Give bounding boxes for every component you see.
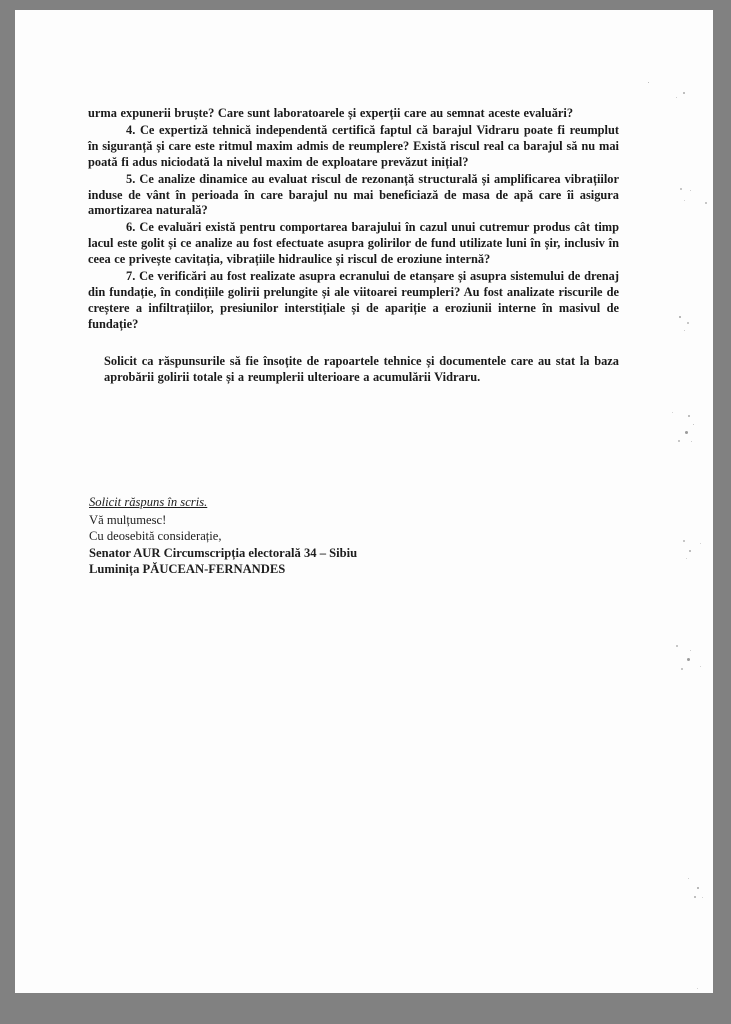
document-page bbox=[15, 10, 713, 993]
paragraph-request-documents: Solicit ca răspunsurile să fie însoțite de rapoartele tehnice și documentele care au stat la baza aprobării golirii totale și a reumplerii ulterioare a acumulării Vidraru. bbox=[104, 353, 619, 384]
question-7-number: 7. bbox=[126, 269, 136, 284]
question-4-number: 4. bbox=[126, 122, 136, 137]
senator-title-line: Senator AUR Circumscripția electorală 34 – Sibiu bbox=[89, 545, 358, 560]
salutation-line: Cu deosebită considerație, bbox=[89, 529, 222, 543]
question-7 bbox=[88, 269, 619, 333]
question-4 bbox=[88, 123, 619, 171]
question-5 bbox=[88, 172, 619, 220]
question-5-text: Ce analize dinamice au evaluat riscul de rezonanță structurală și amplificarea vibrațiilor induse de vânt în perioada în care barajul nu mai beneficiază de masa de apă care îi asigura amortizarea naturală? bbox=[88, 171, 619, 218]
question-6-number: 6. bbox=[126, 220, 136, 235]
written-response-note: Solicit răspuns în scris. bbox=[89, 495, 208, 509]
question-6 bbox=[88, 220, 619, 268]
paragraph-intro-continuation: urma expunerii bruște? Care sunt laboratoarele și experții care au semnat aceste evaluări? bbox=[88, 106, 574, 120]
letter-body bbox=[88, 106, 619, 387]
senator-name-line: Luminița PĂUCEAN-FERNANDES bbox=[89, 562, 286, 576]
question-6-text: Ce evaluări există pentru comportarea barajului în cazul unui cutremur produs cât timp lacul este golit și ce analize au fost efectuate asupra golirilor de fund utilizate luni în șir, inclusiv în ceea ce privește cavitația, vibrațiile hidraulice și riscul de eroziune internă? bbox=[88, 220, 619, 267]
question-4-text: Ce expertiză tehnică independentă certifică faptul că barajul Vidraru poate fi reumplut în siguranță și care este ritmul maxim admis de reumplere? Există riscul real ca barajul să nu mai poată fi adus niciodată la nivelul maxim de exploatare prevăzut inițial? bbox=[88, 122, 619, 169]
thanks-line: Vă mulțumesc! bbox=[89, 512, 167, 527]
question-7-text: Ce verificări au fost realizate asupra ecranului de etanșare și asupra sistemului de drenaj din fundație, în condițiile golirii prelungite și ale viitoarei reumpleri? Au fost analizate riscurile de creștere a infiltrațiilor, presiunilor interstițiale și de apariție a eroziunii interne în masivul de fundație? bbox=[88, 269, 619, 331]
question-5-number: 5. bbox=[126, 171, 136, 186]
letter-signoff bbox=[89, 494, 609, 578]
